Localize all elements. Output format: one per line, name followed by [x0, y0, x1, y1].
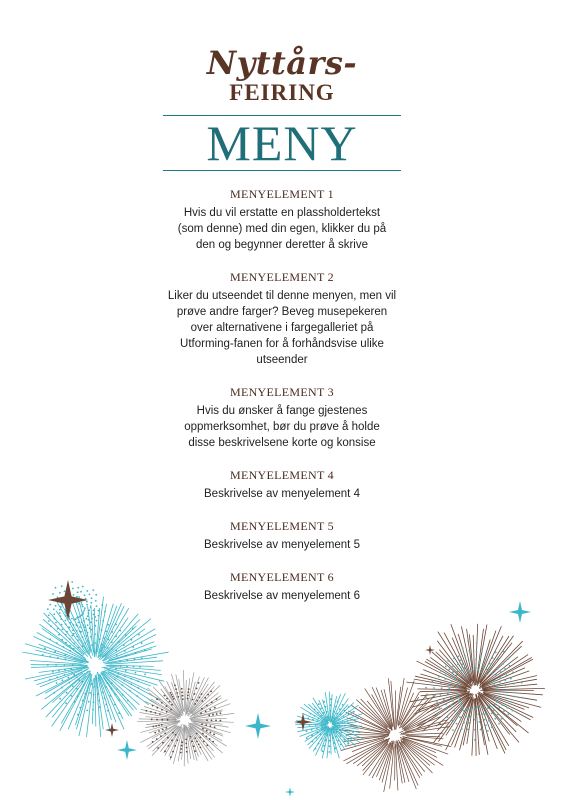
sub-title: FEIRING	[229, 80, 335, 105]
sparkle-icon	[285, 787, 295, 797]
menu-header	[0, 44, 564, 106]
firework-burst	[23, 597, 169, 737]
menu-item-description: Beskrivelse av menyelement 6	[204, 590, 360, 602]
sparkle-icon	[294, 713, 312, 731]
menu-item	[132, 467, 432, 502]
menu-item	[132, 186, 432, 253]
firework-burst	[407, 624, 545, 756]
main-title: MENY	[206, 115, 358, 171]
title-rule-bottom	[163, 170, 401, 171]
menu-item-description: Beskrivelse av menyelement 5	[204, 539, 360, 551]
menu-item	[132, 384, 432, 451]
menu-item-title: MENYELEMENT 6	[229, 570, 334, 584]
menu-item-title: MENYELEMENT 1	[229, 187, 334, 201]
menu-items	[132, 186, 432, 620]
menu-item	[132, 269, 432, 368]
sparkle-icon	[105, 723, 119, 737]
firework-burst	[338, 678, 451, 791]
menu-item-description: Hvis du vil erstatte en plassholdertekst (som denne) med din egen, klikker du på den og begynner deretter å skrive	[177, 207, 387, 251]
menu-item	[132, 518, 432, 553]
menu-item-description: Beskrivelse av menyelement 4	[204, 488, 360, 500]
sparkle-icon	[509, 601, 531, 623]
menu-item-title: MENYELEMENT 5	[229, 519, 334, 533]
sparkle-icon	[117, 740, 137, 760]
script-title: Nyttårs-	[206, 44, 358, 82]
menu-item-title: MENYELEMENT 2	[229, 270, 334, 284]
firework-burst	[138, 670, 234, 766]
menu-item-title: MENYELEMENT 3	[229, 385, 334, 399]
sparkle-icon	[245, 713, 271, 739]
menu-item-description: Hvis du ønsker å fange gjestenes oppmerksomhet, bør du prøve å holde disse beskrivelsene korte og konsise	[184, 405, 380, 449]
fireworks-icon	[0, 560, 564, 800]
menu-item-title: MENYELEMENT 4	[229, 468, 334, 482]
menu-item-description: Liker du utseendet til denne menyen, men vil prøve andre farger? Beveg musepekeren over alternativene i fargegalleriet på Utforming-fanen for å forhåndsvise ulike utseender	[167, 290, 397, 366]
